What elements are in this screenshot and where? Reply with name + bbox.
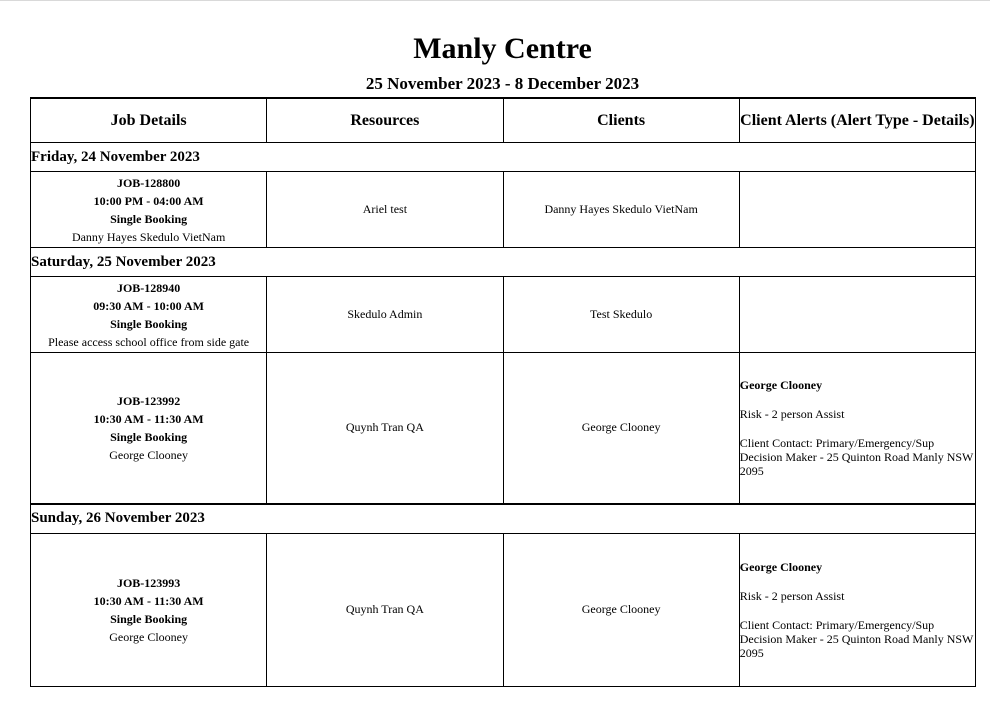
job-note: Danny Hayes Skedulo VietNam xyxy=(71,229,226,244)
job-time: 10:30 AM - 11:30 AM xyxy=(93,411,204,426)
alert-contact: Client Contact: Primary/Emergency/Sup Decision Maker - 25 Quinton Road Manly NSW 2095 xyxy=(739,435,974,478)
day-header: Friday, 24 November 2023 xyxy=(31,143,976,172)
job-note: Please access school office from side gate xyxy=(48,334,250,349)
job-note: George Clooney xyxy=(109,447,188,462)
day-header: Saturday, 25 November 2023 xyxy=(31,248,976,277)
report-date-range: 25 November 2023 - 8 December 2023 xyxy=(365,74,640,93)
alert-client-name: George Clooney xyxy=(739,559,823,574)
job-type: Single Booking xyxy=(110,316,188,331)
column-header-client-alerts: Client Alerts (Alert Type - Details) xyxy=(739,98,975,143)
alert-risk: Risk - 2 person Assist xyxy=(739,406,845,421)
resource-cell: Skedulo Admin xyxy=(267,277,503,353)
job-id: JOB-128800 xyxy=(116,175,181,190)
job-details-cell xyxy=(31,172,267,248)
column-header-job-details: Job Details xyxy=(31,98,267,143)
day-row xyxy=(31,504,976,534)
day-row xyxy=(31,248,976,277)
job-id: JOB-123993 xyxy=(116,575,181,590)
job-details-cell xyxy=(31,533,267,686)
client-cell: Danny Hayes Skedulo VietNam xyxy=(503,172,739,248)
job-details-cell xyxy=(31,353,267,504)
column-header-resources: Resources xyxy=(267,98,503,143)
alerts-cell xyxy=(739,533,975,686)
resource-cell: Ariel test xyxy=(267,172,503,248)
client-cell: Test Skedulo xyxy=(503,277,739,353)
column-header-clients: Clients xyxy=(503,98,739,143)
alert-contact: Client Contact: Primary/Emergency/Sup Decision Maker - 25 Quinton Road Manly NSW 2095 xyxy=(739,617,974,660)
job-type: Single Booking xyxy=(110,211,188,226)
alert-client-name: George Clooney xyxy=(739,377,823,392)
day-header: Sunday, 26 November 2023 xyxy=(31,504,976,534)
schedule-table xyxy=(30,97,976,687)
job-type: Single Booking xyxy=(110,429,188,444)
job-time: 10:30 AM - 11:30 AM xyxy=(93,593,204,608)
job-row xyxy=(31,353,976,504)
alerts-cell xyxy=(739,353,975,504)
job-row xyxy=(31,277,976,353)
job-row xyxy=(31,533,976,686)
job-id: JOB-123992 xyxy=(116,393,181,408)
job-type: Single Booking xyxy=(110,611,188,626)
client-cell: George Clooney xyxy=(503,533,739,686)
alert-risk: Risk - 2 person Assist xyxy=(739,588,845,603)
job-details-cell xyxy=(31,277,267,353)
job-id: JOB-128940 xyxy=(116,280,181,295)
client-cell: George Clooney xyxy=(503,353,739,504)
day-row xyxy=(31,143,976,172)
job-note: George Clooney xyxy=(109,629,188,644)
report-title: Manly Centre xyxy=(413,32,592,65)
job-time: 10:00 PM - 04:00 AM xyxy=(93,193,204,208)
alerts-cell xyxy=(739,172,975,248)
alerts-cell xyxy=(739,277,975,353)
resource-cell: Quynh Tran QA xyxy=(267,353,503,504)
header-row xyxy=(31,98,976,143)
resource-cell: Quynh Tran QA xyxy=(267,533,503,686)
job-row xyxy=(31,172,976,248)
job-time: 09:30 AM - 10:00 AM xyxy=(93,298,204,313)
